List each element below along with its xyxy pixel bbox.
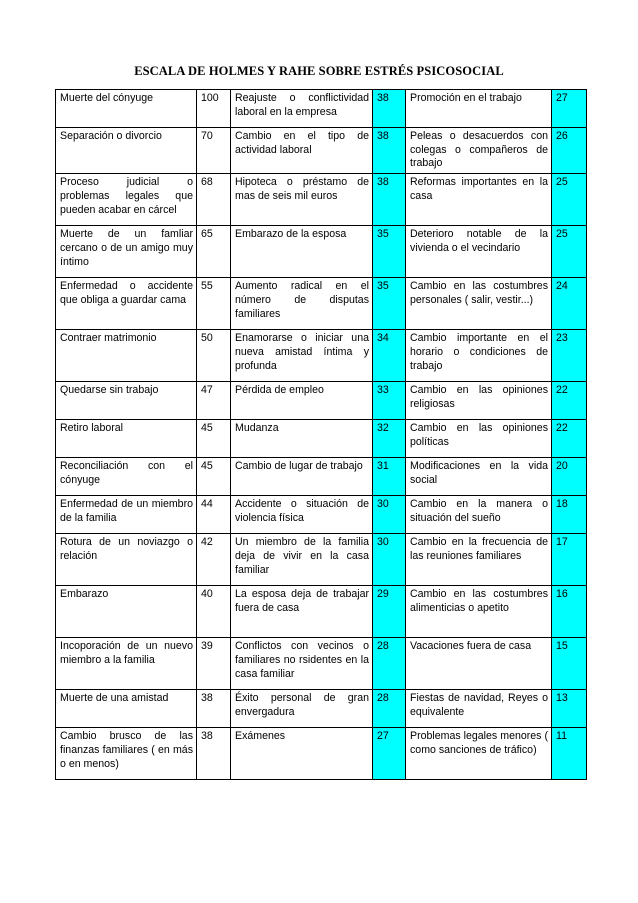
event-cell: Muerte de un famliar cercano o de un amigo muy íntimo [56,226,197,278]
event-cell: Retiro laboral [56,420,197,458]
event-cell: Muerte de una amistad [56,690,197,728]
event-cell: Accidente o situación de violencia física [231,496,373,534]
table-row [56,638,587,690]
value-cell: 45 [197,458,231,496]
value-cell: 25 [552,226,587,278]
table-row [56,226,587,278]
value-cell: 22 [552,382,587,420]
table-row [56,278,587,330]
event-cell: Enfermedad o accidente que obliga a guardar cama [56,278,197,330]
value-cell: 24 [552,278,587,330]
value-cell: 50 [197,330,231,382]
value-cell: 38 [197,690,231,728]
table-row [56,690,587,728]
event-cell: Éxito personal de gran envergadura [231,690,373,728]
value-cell: 28 [373,638,406,690]
event-cell: Cambio brusco de las finanzas familiares ( en más o en menos) [56,728,197,780]
table-body [56,90,587,780]
value-cell: 35 [373,226,406,278]
table-row [56,458,587,496]
table-row [56,496,587,534]
value-cell: 23 [552,330,587,382]
table-row [56,90,587,128]
value-cell: 70 [197,128,231,174]
event-cell: Reconciliación con el cónyuge [56,458,197,496]
value-cell: 39 [197,638,231,690]
value-cell: 40 [197,586,231,638]
value-cell: 38 [373,90,406,128]
value-cell: 45 [197,420,231,458]
value-cell: 22 [552,420,587,458]
value-cell: 20 [552,458,587,496]
value-cell: 31 [373,458,406,496]
event-cell: Un miembro de la familia deja de vivir en la casa familiar [231,534,373,586]
value-cell: 17 [552,534,587,586]
event-cell: Enfermedad de un miembro de la familia [56,496,197,534]
event-cell: Separación o divorcio [56,128,197,174]
table-row [56,382,587,420]
table-row [56,128,587,174]
value-cell: 68 [197,174,231,226]
value-cell: 38 [373,128,406,174]
value-cell: 34 [373,330,406,382]
value-cell: 29 [373,586,406,638]
value-cell: 42 [197,534,231,586]
value-cell: 30 [373,534,406,586]
event-cell: Incoporación de un nuevo miembro a la familia [56,638,197,690]
event-cell: Cambio en la manera o situación del sueño [406,496,552,534]
event-cell: Cambio importante en el horario o condiciones de trabajo [406,330,552,382]
event-cell: Quedarse sin trabajo [56,382,197,420]
event-cell: Proceso judicial o problemas legales que pueden acabar en cárcel [56,174,197,226]
value-cell: 55 [197,278,231,330]
event-cell: Embarazo de la esposa [231,226,373,278]
event-cell: Pérdida de empleo [231,382,373,420]
event-cell: Deterioro notable de la vivienda o el vecindario [406,226,552,278]
value-cell: 27 [373,728,406,780]
event-cell: Aumento radical en el número de disputas familiares [231,278,373,330]
value-cell: 33 [373,382,406,420]
event-cell: Exámenes [231,728,373,780]
event-cell: Reajuste o conflictividad laboral en la empresa [231,90,373,128]
event-cell: Embarazo [56,586,197,638]
event-cell: Vacaciones fuera de casa [406,638,552,690]
value-cell: 65 [197,226,231,278]
page-title: ESCALA DE HOLMES Y RAHE SOBRE ESTRÉS PSICOSOCIAL [134,64,504,78]
table-row [56,330,587,382]
event-cell: Cambio en las costumbres alimenticias o apetito [406,586,552,638]
event-cell: Muerte del cónyuge [56,90,197,128]
event-cell: Enamorarse o iniciar una nueva amistad íntima y profunda [231,330,373,382]
table-row [56,420,587,458]
table-row [56,586,587,638]
value-cell: 47 [197,382,231,420]
event-cell: Peleas o desacuerdos con colegas o compañeros de trabajo [406,128,552,174]
table-row [56,174,587,226]
value-cell: 35 [373,278,406,330]
value-cell: 38 [373,174,406,226]
event-cell: Cambio en las opiniones religiosas [406,382,552,420]
event-cell: Mudanza [231,420,373,458]
event-cell: Cambio de lugar de trabajo [231,458,373,496]
event-cell: Hipoteca o préstamo de mas de seis mil euros [231,174,373,226]
event-cell: Contraer matrimonio [56,330,197,382]
value-cell: 15 [552,638,587,690]
value-cell: 28 [373,690,406,728]
event-cell: Cambio en la frecuencia de las reuniones familiares [406,534,552,586]
value-cell: 27 [552,90,587,128]
event-cell: Promoción en el trabajo [406,90,552,128]
event-cell: Cambio en el tipo de actividad laboral [231,128,373,174]
event-cell: Cambio en las opiniones políticas [406,420,552,458]
value-cell: 32 [373,420,406,458]
value-cell: 38 [197,728,231,780]
event-cell: Cambio en las costumbres personales ( salir, vestir...) [406,278,552,330]
value-cell: 11 [552,728,587,780]
table-row [56,728,587,780]
event-cell: Modificaciones en la vida social [406,458,552,496]
value-cell: 25 [552,174,587,226]
table-row [56,534,587,586]
value-cell: 18 [552,496,587,534]
event-cell: Problemas legales menores ( como sanciones de tráfico) [406,728,552,780]
event-cell: Reformas importantes en la casa [406,174,552,226]
event-cell: Conflictos con vecinos o familiares no rsidentes en la casa familiar [231,638,373,690]
value-cell: 44 [197,496,231,534]
event-cell: La esposa deja de trabajar fuera de casa [231,586,373,638]
event-cell: Fiestas de navidad, Reyes o equivalente [406,690,552,728]
value-cell: 13 [552,690,587,728]
event-cell: Rotura de un noviazgo o relación [56,534,197,586]
stress-scale-table [55,89,587,780]
value-cell: 26 [552,128,587,174]
value-cell: 100 [197,90,231,128]
value-cell: 30 [373,496,406,534]
value-cell: 16 [552,586,587,638]
